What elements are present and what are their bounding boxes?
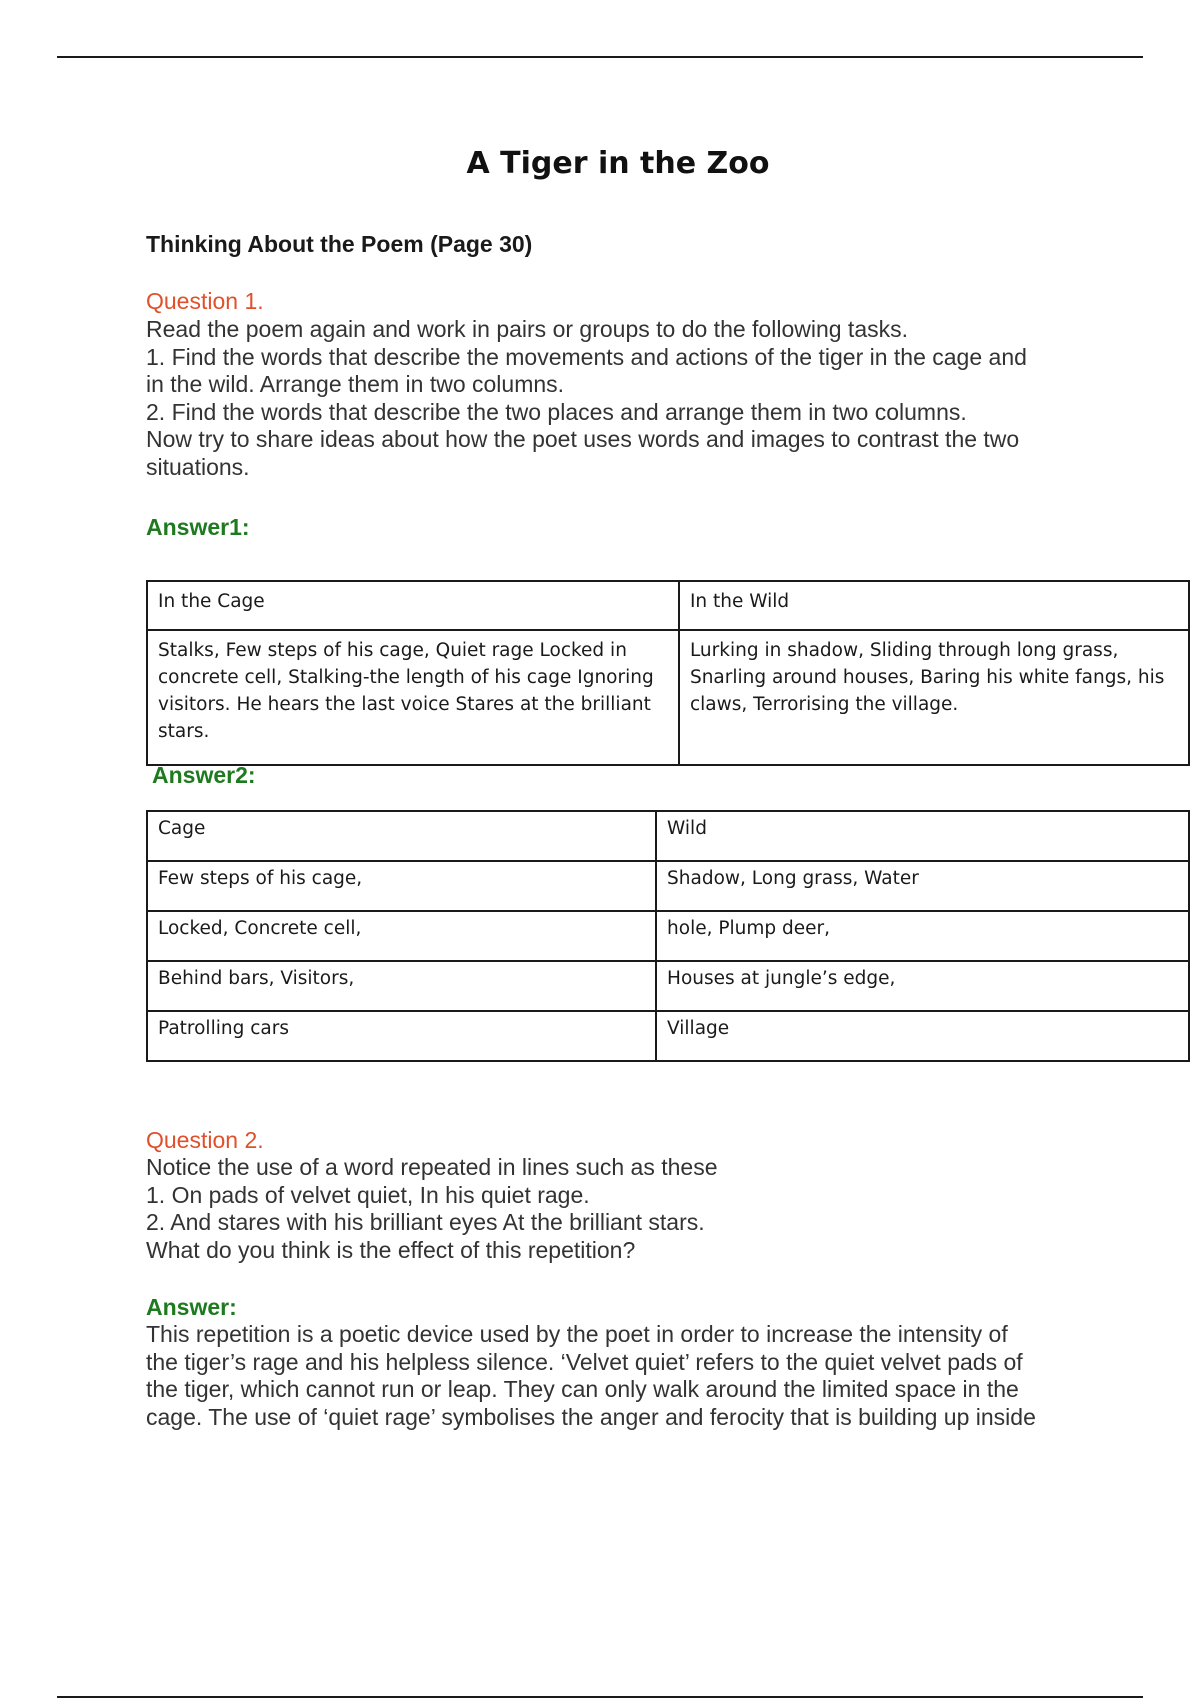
top-rule [57, 56, 1143, 58]
question-1-line: situations. [146, 453, 250, 480]
answer-1-table [146, 580, 1190, 766]
header-cell-cage: In the Cage [147, 581, 679, 630]
question-1-line: in the wild. Arrange them in two columns. [146, 371, 565, 397]
table-cell: Village [656, 1011, 1189, 1061]
question-2-line: What do you think is the effect of this repetition? [146, 1236, 636, 1263]
table-cell: Locked, Concrete cell, [147, 911, 656, 961]
table-row [147, 961, 1189, 1011]
question-2-label: Question 2. [146, 1127, 264, 1153]
answer-1-label: Answer1: [146, 514, 250, 540]
table-row [147, 630, 1189, 765]
page-title: A Tiger in the Zoo [466, 146, 770, 181]
section-title: Thinking About the Poem (Page 30) [146, 231, 533, 257]
answer-2-table [146, 810, 1190, 1062]
table-cell: Patrolling cars [147, 1011, 656, 1061]
question-2-line: Notice the use of a word repeated in lines such as these [146, 1154, 718, 1180]
header-cell-cage: Cage [147, 811, 656, 861]
question-1-line: 2. Find the words that describe the two places and arrange them in two columns. [146, 398, 967, 425]
answer-3-line: the tiger, which cannot run or leap. They can only walk around the limited space in the [146, 1376, 1019, 1402]
question-1-line: Now try to share ideas about how the poet uses words and images to contrast the two [146, 426, 1020, 452]
answer-3-line: the tiger’s rage and his helpless silence. ‘Velvet quiet’ refers to the quiet velvet pads of [146, 1348, 1023, 1375]
answer-3-text [146, 1321, 1146, 1431]
header-cell-wild: In the Wild [679, 581, 1189, 630]
wild-cell: Lurking in shadow, Sliding through long grass, Snarling around houses, Baring his white fangs, his claws, Terrorising the village. [679, 630, 1189, 765]
table-row [147, 861, 1189, 911]
question-2-line: 1. On pads of velvet quiet, In his quiet rage. [146, 1181, 590, 1208]
question-2-text [146, 1154, 1146, 1264]
question-1-line: 1. Find the words that describe the movements and actions of the tiger in the cage and [146, 343, 1027, 370]
table-cell: hole, Plump deer, [656, 911, 1189, 961]
bottom-rule [57, 1696, 1143, 1698]
question-1-text [146, 316, 1146, 481]
table-header-row [147, 581, 1189, 630]
answer-2-label: Answer2: [152, 762, 256, 788]
table-row [147, 1011, 1189, 1061]
header-cell-wild: Wild [656, 811, 1189, 861]
question-2-line: 2. And stares with his brilliant eyes At the brilliant stars. [146, 1209, 705, 1235]
table-header-row [147, 811, 1189, 861]
question-1-line: Read the poem again and work in pairs or groups to do the following tasks. [146, 316, 908, 342]
table-cell: Shadow, Long grass, Water [656, 861, 1189, 911]
cage-cell: Stalks, Few steps of his cage, Quiet rage Locked in concrete cell, Stalking-the length of his cage Ignoring visitors. He hears the last voice Stares at the brilliant stars. [147, 630, 679, 765]
table-cell: Behind bars, Visitors, [147, 961, 656, 1011]
answer-3-line: This repetition is a poetic device used by the poet in order to increase the intensity of [146, 1321, 1008, 1347]
table-row [147, 911, 1189, 961]
answer-3-label: Answer: [146, 1294, 237, 1320]
answer-3-line: cage. The use of ‘quiet rage’ symbolises the anger and ferocity that is building up inside [146, 1403, 1036, 1430]
question-1-label: Question 1. [146, 288, 264, 314]
table-cell: Houses at jungle’s edge, [656, 961, 1189, 1011]
table-cell: Few steps of his cage, [147, 861, 656, 911]
